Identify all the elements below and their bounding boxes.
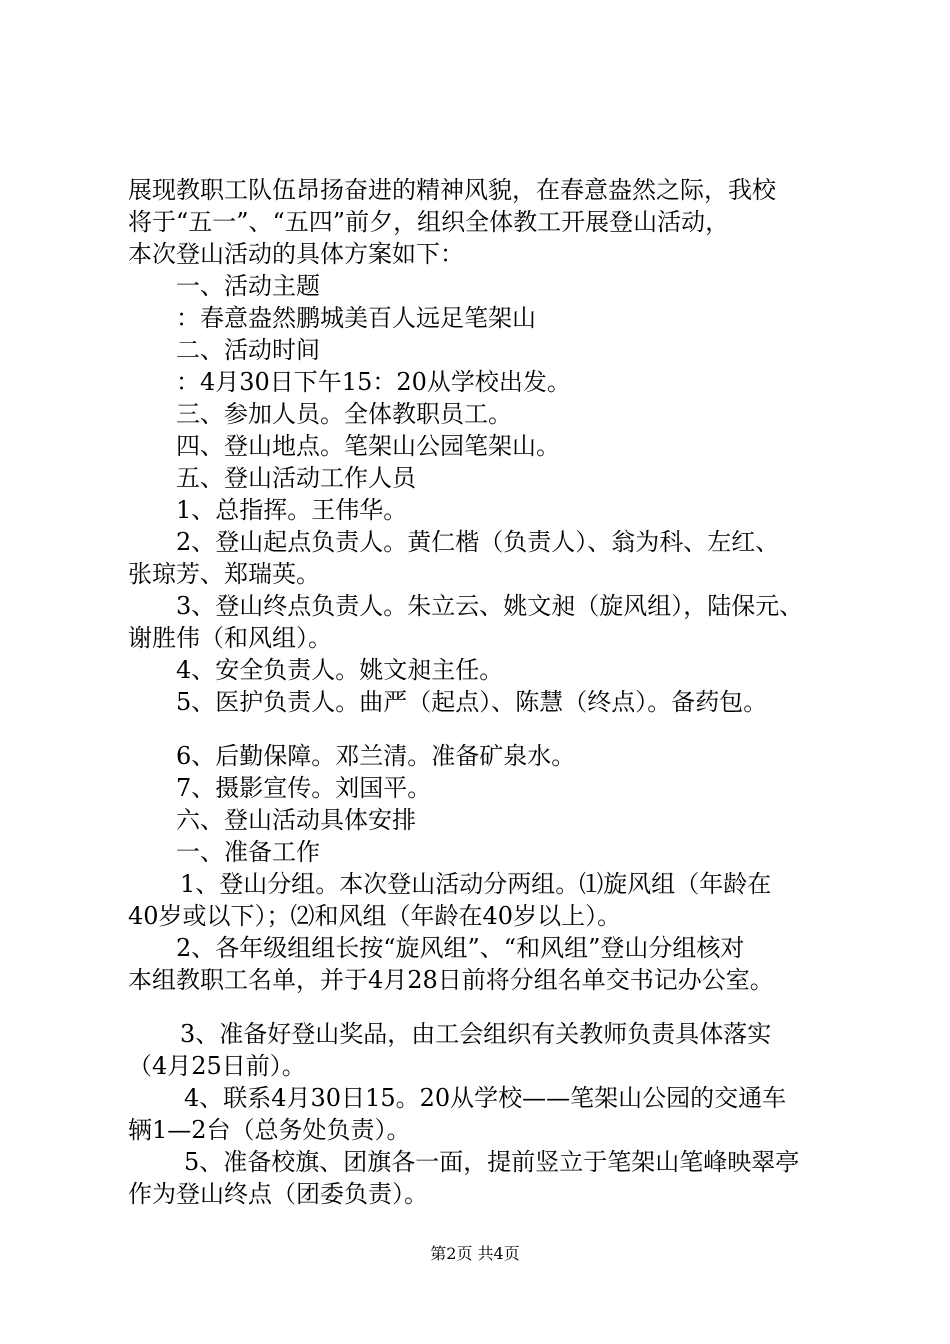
list-item: 2、登山起点负责人。黄仁楷（负责人）、翁为科、左红、 [176,528,780,556]
text-line: 40岁或以下）；⑵和风组（年龄在40岁以上）。 [128,902,622,930]
list-item: 1、登山分组。本次登山活动分两组。⑴旋风组（年龄在 [180,870,772,898]
text-line: 展现教职工队伍昂扬奋进的精神风貌，在春意盎然之际，我校 [128,176,776,204]
list-item: 6、后勤保障。邓兰清。准备矿泉水。 [176,742,576,770]
page-number-footer: 第2页 共4页 [430,1244,520,1263]
section-heading: 五、登山活动工作人员 [176,464,416,492]
list-item: 4、联系4月30日15。20从学校——笔架山公园的交通车 [184,1084,787,1112]
section-heading: 一、活动主题 [176,272,320,300]
section-heading: 二、活动时间 [176,336,320,364]
text-line: 作为登山终点（团委负责）。 [128,1180,428,1208]
section-heading: 六、登山活动具体安排 [176,806,416,834]
document-body [128,174,848,1210]
list-item: 7、摄影宣传。刘国平。 [176,774,432,802]
paragraph-gap [128,996,848,1018]
list-item: 2、各年级组组长按“旋风组”、“和风组”登山分组核对 [176,934,745,962]
section-heading: 一、准备工作 [176,838,320,866]
text-line: 将于“五一”、“五四”前夕，组织全体教工开展登山活动， [128,208,730,236]
paragraph-gap [128,718,848,740]
section-heading: 四、登山地点。笔架山公园笔架山。 [176,432,560,460]
text-line: （4月25日前）。 [128,1052,306,1080]
list-item: 1、总指挥。王伟华。 [176,496,408,524]
text-line: 本次登山活动的具体方案如下： [128,240,464,268]
text-line: 张琼芳、郑瑞英。 [128,560,320,588]
list-item: 3、准备好登山奖品，由工会组织有关教师负责具体落实 [180,1020,772,1048]
text-line: ：春意盎然鹏城美百人远足笔架山 [176,304,536,332]
section-heading: 三、参加人员。全体教职员工。 [176,400,512,428]
text-line: 辆1—2台（总务处负责）。 [128,1116,411,1144]
text-line: 本组教职工名单，并于4月28日前将分组名单交书记办公室。 [128,966,774,994]
list-item: 5、准备校旗、团旗各一面，提前竖立于笔架山笔峰映翠亭 [184,1148,800,1176]
list-item: 5、医护负责人。曲严（起点）、陈慧（终点）。备药包。 [176,688,768,716]
text-line: ：4月30日下午15：20从学校出发。 [176,368,571,396]
text-line: 谢胜伟（和风组）。 [128,624,332,652]
list-item: 3、登山终点负责人。朱立云、姚文昶（旋风组），陆保元、 [176,592,804,620]
list-item: 4、安全负责人。姚文昶主任。 [176,656,504,684]
